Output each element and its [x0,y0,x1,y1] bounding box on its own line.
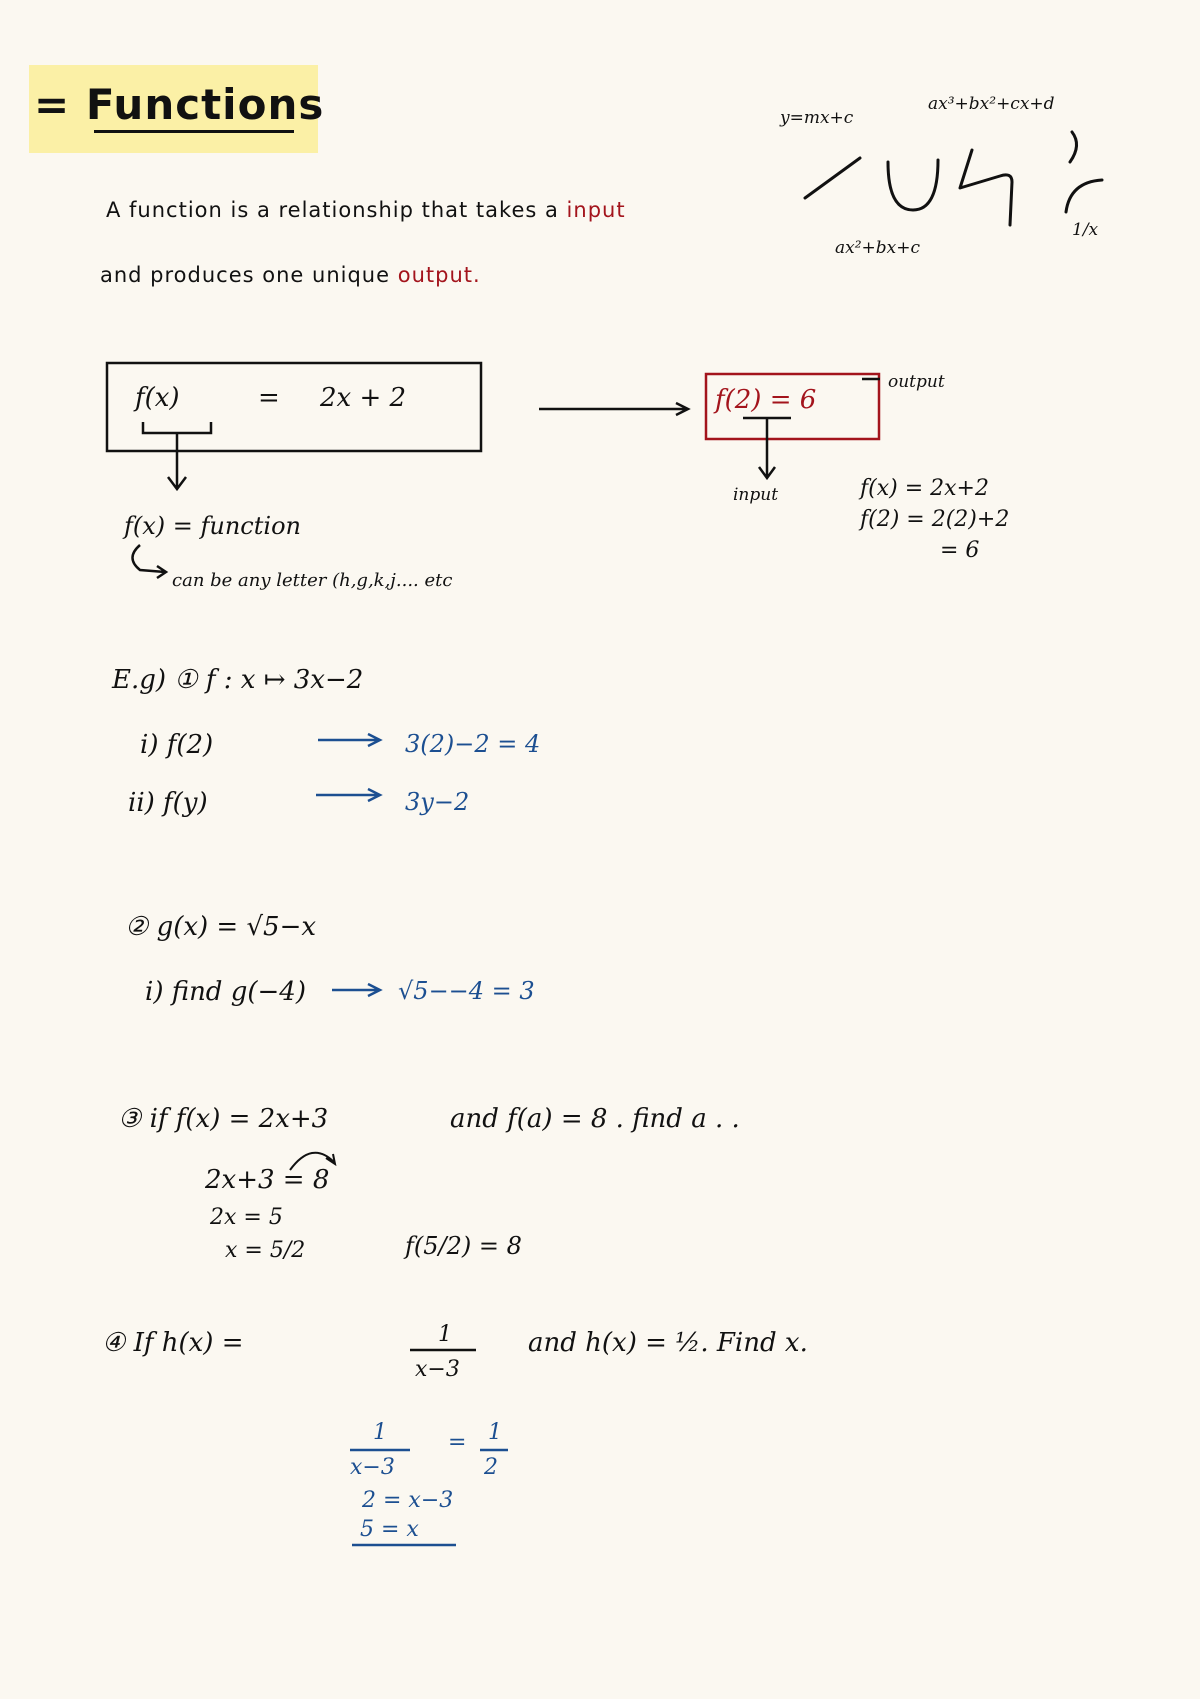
example3-step-1: 2x+3 = 8 [205,1165,330,1195]
box-lhs: f(x) [135,383,180,413]
output-expression: f(2) = 6 [715,385,817,415]
example1-part-ii-label: ii) f(y) [128,788,208,818]
function-note-label: f(x) = function [124,512,301,540]
definition-text-1: A function is a relationship that takes a [106,198,559,222]
example4-denominator: x−3 [415,1357,460,1382]
example3-step-2: 2x = 5 [210,1205,283,1230]
page-title: = Functions [34,80,325,129]
work-step-2: 5 = x [360,1517,419,1542]
example3-heading-left: ③ if f(x) = 2x+3 [118,1104,329,1134]
example4-numerator: 1 [438,1322,452,1347]
work-numerator-left: 1 [373,1420,387,1445]
work-denominator-left: x−3 [350,1455,395,1480]
output-work-1: f(x) = 2x+2 [860,476,989,501]
box-rhs: 2x + 2 [320,383,407,413]
example1-part-i-result: 3(2)−2 = 4 [405,730,541,758]
work-numerator-right: 1 [488,1420,502,1445]
definition-text-2: and produces one unique [100,263,391,287]
reciprocal-label: 1/x [1072,220,1099,240]
example3-heading-right: and f(a) = 8 . find a . . [450,1104,740,1134]
box-equals: = [258,383,280,413]
example4-heading-left: ④ If h(x) = [102,1328,244,1358]
example2-part-result: √5−−4 = 3 [398,977,535,1005]
quadratic-label: ax²+bx+c [835,238,921,258]
example1-part-ii-result: 3y−2 [405,788,470,816]
work-denominator-right: 2 [484,1455,498,1480]
function-note-sub: can be any letter (h,g,k,j.... etc [172,570,453,591]
example3-check: f(5/2) = 8 [405,1232,522,1260]
input-label: input [733,485,779,505]
output-label: output [888,372,945,392]
output-word: output. [397,263,481,287]
example4-heading-right: and h(x) = ½. Find x. [528,1328,808,1358]
input-word: input [566,198,626,222]
output-work-3: = 6 [940,538,980,563]
cubic-label: ax³+bx²+cx+d [928,94,1055,114]
linear-label: y=mx+c [780,108,854,128]
example2-heading: ② g(x) = √5−x [125,912,317,942]
example1-part-i-label: i) f(2) [140,730,214,760]
work-step-1: 2 = x−3 [362,1488,454,1513]
work-equals: = [448,1430,467,1455]
example2-part-label: i) find g(−4) [145,977,306,1007]
example3-step-3: x = 5/2 [225,1238,306,1263]
example1-heading: E.g) ① f : x ↦ 3x−2 [112,665,364,695]
output-work-2: f(2) = 2(2)+2 [860,507,1010,532]
